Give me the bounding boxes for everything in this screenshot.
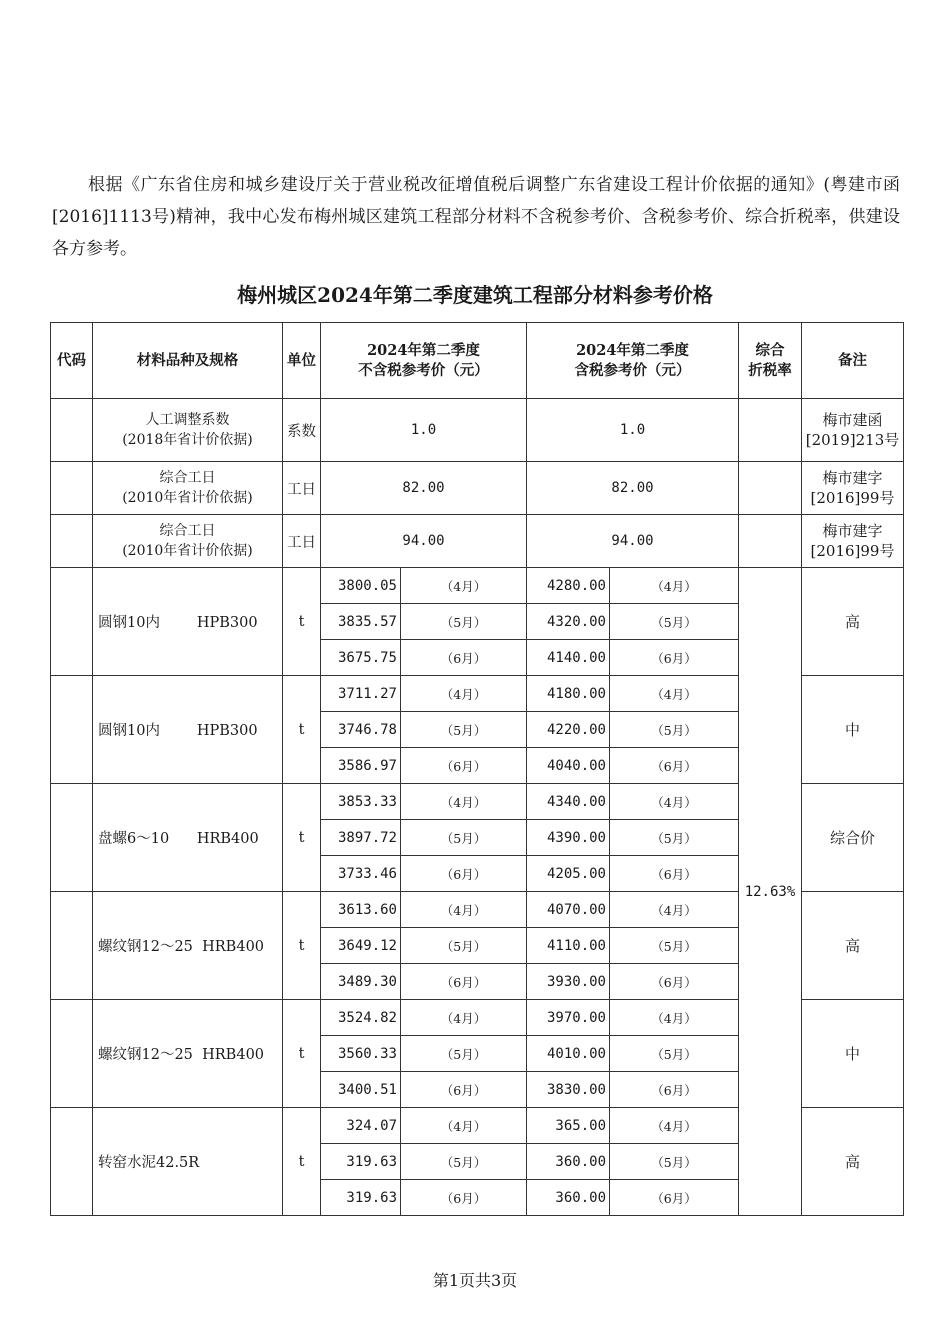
code-cell	[51, 892, 93, 1000]
month-label: （5月）	[610, 928, 739, 964]
unit-cell: t	[283, 784, 321, 892]
month-label: （5月）	[401, 712, 527, 748]
month-label: （6月）	[610, 1180, 739, 1216]
price-in-tax-cell: 3830.00	[527, 1072, 610, 1108]
note-cell: 中	[802, 676, 904, 784]
month-label: （4月）	[401, 784, 527, 820]
month-label: （6月）	[401, 1072, 527, 1108]
price-ex-tax-cell: 3711.27	[321, 676, 401, 712]
document-title: 梅州城区2024年第二季度建筑工程部分材料参考价格	[237, 283, 713, 307]
header-price-ex-tax: 2024年第二季度 不含税参考价（元）	[321, 323, 527, 399]
month-label: （6月）	[610, 856, 739, 892]
month-label: （5月）	[401, 928, 527, 964]
price-in-tax-cell: 4010.00	[527, 1036, 610, 1072]
note-cell: 高	[802, 568, 904, 676]
price-ex-tax-cell: 3733.46	[321, 856, 401, 892]
month-label: （6月）	[401, 856, 527, 892]
table-row	[51, 568, 904, 604]
month-label: （5月）	[610, 1144, 739, 1180]
month-label: （4月）	[610, 892, 739, 928]
month-label: （4月）	[610, 784, 739, 820]
price-ex-tax-cell: 3400.51	[321, 1072, 401, 1108]
price-in-tax-cell: 4220.00	[527, 712, 610, 748]
price-ex-tax-cell: 1.0	[321, 399, 527, 462]
month-label: （6月）	[610, 1072, 739, 1108]
price-ex-tax-cell: 3675.75	[321, 640, 401, 676]
price-in-tax-cell: 4110.00	[527, 928, 610, 964]
price-in-tax-cell: 360.00	[527, 1144, 610, 1180]
price-ex-tax-cell: 3649.12	[321, 928, 401, 964]
month-label: （4月）	[610, 676, 739, 712]
price-in-tax-cell: 94.00	[527, 515, 739, 568]
material-cell: 综合工日 (2010年省计价依据)	[93, 462, 283, 515]
price-ex-tax-cell: 82.00	[321, 462, 527, 515]
month-label: （5月）	[610, 1036, 739, 1072]
unit-cell: 系数	[283, 399, 321, 462]
price-in-tax-cell: 360.00	[527, 1180, 610, 1216]
month-label: （5月）	[610, 604, 739, 640]
unit-cell: t	[283, 1108, 321, 1216]
price-ex-tax-cell: 3853.33	[321, 784, 401, 820]
price-in-tax-cell: 82.00	[527, 462, 739, 515]
month-label: （4月）	[610, 1000, 739, 1036]
price-ex-tax-cell: 94.00	[321, 515, 527, 568]
tax-rate-cell: 12.63%	[739, 568, 802, 1216]
table-row	[51, 462, 904, 515]
header-note: 备注	[802, 323, 904, 399]
tax-rate-cell	[739, 399, 802, 462]
material-cell: 人工调整系数 (2018年省计价依据)	[93, 399, 283, 462]
month-label: （4月）	[401, 1000, 527, 1036]
price-table	[50, 322, 904, 1216]
material-cell: 螺纹钢12～25 HRB400	[93, 1000, 283, 1108]
price-ex-tax-cell: 3800.05	[321, 568, 401, 604]
unit-cell: 工日	[283, 515, 321, 568]
month-label: （6月）	[401, 964, 527, 1000]
code-cell	[51, 1108, 93, 1216]
table-row	[51, 399, 904, 462]
month-label: （5月）	[610, 820, 739, 856]
price-ex-tax-cell: 3489.30	[321, 964, 401, 1000]
unit-cell: t	[283, 1000, 321, 1108]
month-label: （5月）	[401, 1036, 527, 1072]
price-in-tax-cell: 4390.00	[527, 820, 610, 856]
month-label: （4月）	[610, 568, 739, 604]
code-cell	[51, 462, 93, 515]
month-label: （4月）	[401, 1108, 527, 1144]
note-cell: 梅市建字 [2016]99号	[802, 462, 904, 515]
note-cell: 高	[802, 892, 904, 1000]
price-ex-tax-cell: 319.63	[321, 1144, 401, 1180]
material-cell: 综合工日 (2010年省计价依据)	[93, 515, 283, 568]
price-in-tax-cell: 4070.00	[527, 892, 610, 928]
header-material: 材料品种及规格	[93, 323, 283, 399]
price-in-tax-cell: 3930.00	[527, 964, 610, 1000]
price-ex-tax-cell: 3524.82	[321, 1000, 401, 1036]
month-label: （4月）	[401, 892, 527, 928]
note-cell: 中	[802, 1000, 904, 1108]
note-cell: 高	[802, 1108, 904, 1216]
price-in-tax-cell: 3970.00	[527, 1000, 610, 1036]
price-in-tax-cell: 4180.00	[527, 676, 610, 712]
note-cell: 梅市建函 [2019]213号	[802, 399, 904, 462]
material-cell: 盘螺6～10 HRB400	[93, 784, 283, 892]
price-ex-tax-cell: 324.07	[321, 1108, 401, 1144]
code-cell	[51, 1000, 93, 1108]
price-ex-tax-cell: 3897.72	[321, 820, 401, 856]
header-code: 代码	[51, 323, 93, 399]
unit-cell: t	[283, 676, 321, 784]
month-label: （4月）	[610, 1108, 739, 1144]
table-header-row	[51, 323, 904, 399]
price-in-tax-cell: 365.00	[527, 1108, 610, 1144]
month-label: （6月）	[401, 748, 527, 784]
month-label: （5月）	[401, 1144, 527, 1180]
material-cell: 圆钢10内 HPB300	[93, 676, 283, 784]
unit-cell: 工日	[283, 462, 321, 515]
price-ex-tax-cell: 3746.78	[321, 712, 401, 748]
month-label: （6月）	[401, 640, 527, 676]
code-cell	[51, 568, 93, 676]
price-ex-tax-cell: 3586.97	[321, 748, 401, 784]
tax-rate-cell	[739, 515, 802, 568]
code-cell	[51, 399, 93, 462]
month-label: （5月）	[610, 712, 739, 748]
month-label: （4月）	[401, 568, 527, 604]
month-label: （5月）	[401, 604, 527, 640]
price-ex-tax-cell: 3613.60	[321, 892, 401, 928]
month-label: （6月）	[610, 748, 739, 784]
unit-cell: t	[283, 892, 321, 1000]
unit-cell: t	[283, 568, 321, 676]
intro-paragraph: 根据《广东省住房和城乡建设厅关于营业税改征增值税后调整广东省建设工程计价依据的通知》(粤建市函[2016]1113号)精神，我中心发布梅州城区建筑工程部分材料不含税参考价、含税参考价、综合折税率，供建设各方参考。	[52, 175, 900, 259]
header-price-in-tax: 2024年第二季度 含税参考价（元）	[527, 323, 739, 399]
month-label: （6月）	[610, 640, 739, 676]
note-cell: 梅市建字 [2016]99号	[802, 515, 904, 568]
price-ex-tax-cell: 3560.33	[321, 1036, 401, 1072]
note-cell: 综合价	[802, 784, 904, 892]
page-footer: 第1页共3页	[432, 1271, 518, 1290]
tax-rate-cell	[739, 462, 802, 515]
table-row	[51, 515, 904, 568]
material-cell: 转窑水泥42.5R	[93, 1108, 283, 1216]
code-cell	[51, 784, 93, 892]
month-label: （6月）	[401, 1180, 527, 1216]
price-in-tax-cell: 4140.00	[527, 640, 610, 676]
price-ex-tax-cell: 319.63	[321, 1180, 401, 1216]
price-in-tax-cell: 4280.00	[527, 568, 610, 604]
price-in-tax-cell: 4040.00	[527, 748, 610, 784]
material-cell: 圆钢10内 HPB300	[93, 568, 283, 676]
price-ex-tax-cell: 3835.57	[321, 604, 401, 640]
price-in-tax-cell: 4320.00	[527, 604, 610, 640]
month-label: （6月）	[610, 964, 739, 1000]
code-cell	[51, 515, 93, 568]
month-label: （5月）	[401, 820, 527, 856]
month-label: （4月）	[401, 676, 527, 712]
price-in-tax-cell: 4205.00	[527, 856, 610, 892]
material-cell: 螺纹钢12～25 HRB400	[93, 892, 283, 1000]
header-unit: 单位	[283, 323, 321, 399]
price-in-tax-cell: 4340.00	[527, 784, 610, 820]
code-cell	[51, 676, 93, 784]
header-tax-rate: 综合 折税率	[739, 323, 802, 399]
price-in-tax-cell: 1.0	[527, 399, 739, 462]
